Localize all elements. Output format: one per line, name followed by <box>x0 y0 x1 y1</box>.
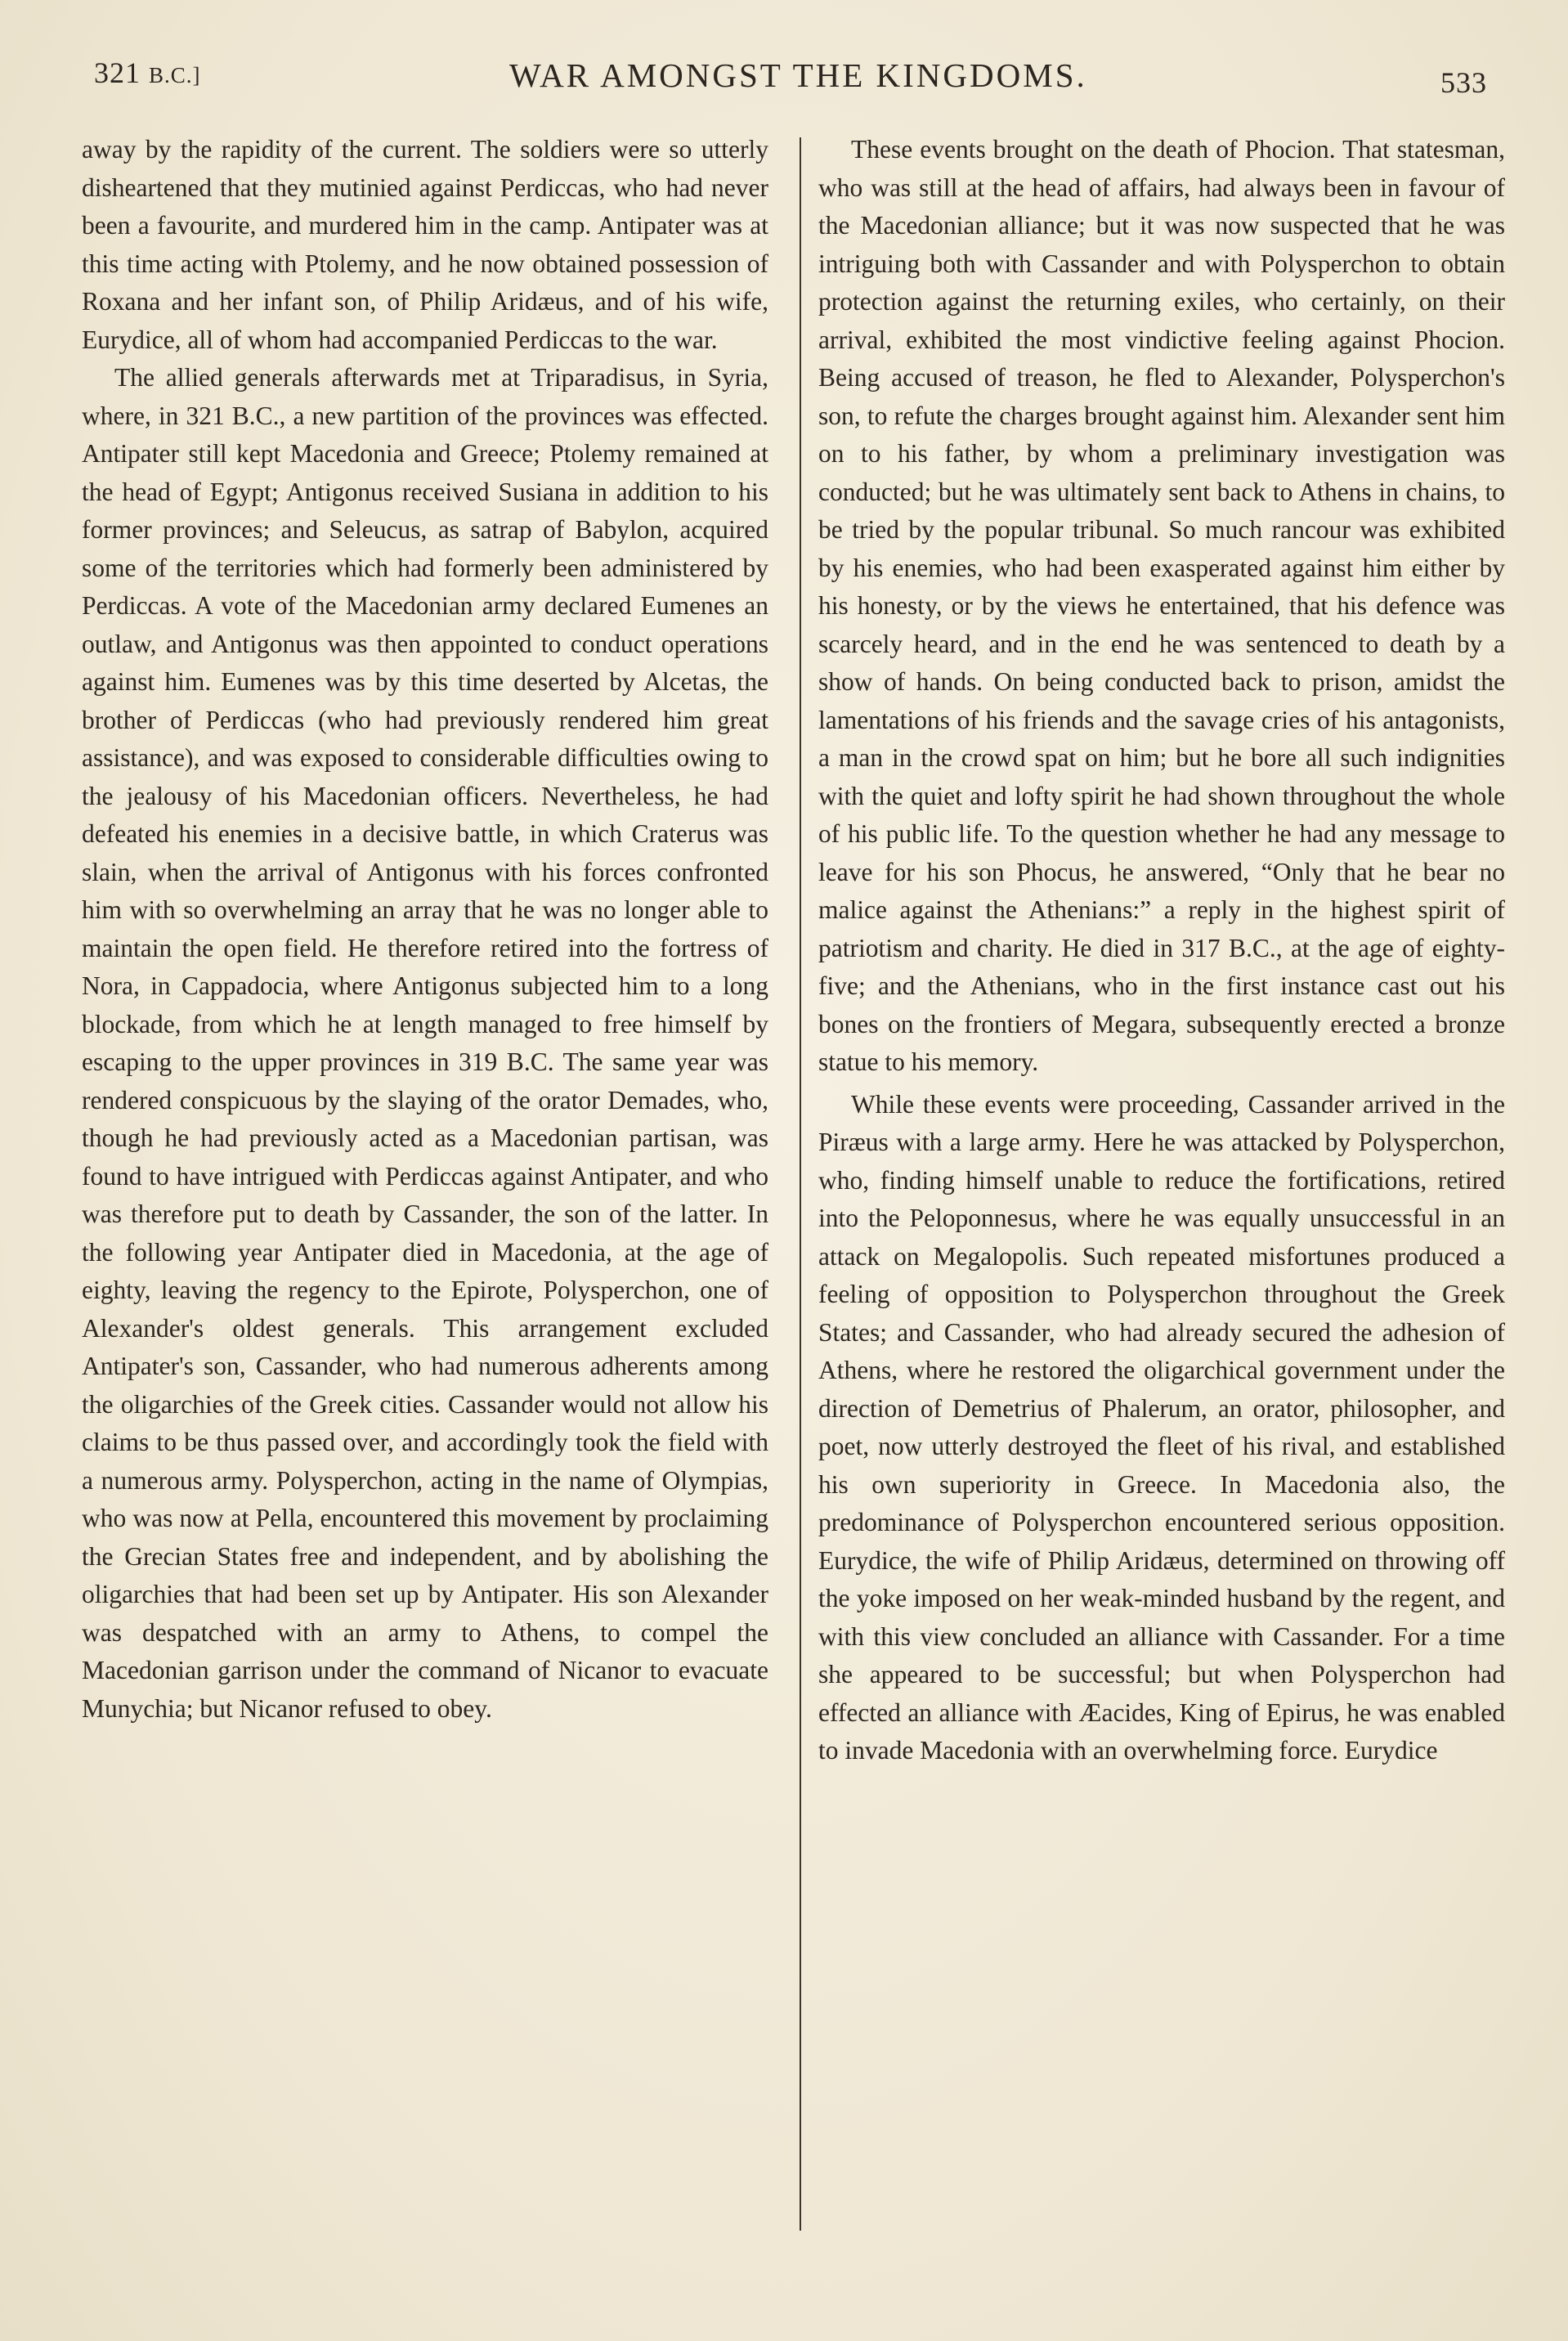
right-paragraph-1: These events brought on the death of Phocion. That statesman, who was still at the head of affairs, had always been in favour of the Macedonian alliance; but it was now suspected that he was intriguing both with Cassander and with Polysperchon to obtain protection against the returning exiles, who certainly, on their arrival, exhibited the most vindictive feeling against Phocion. Being accused of treason, he fled to Alexander, Polysperchon's son, to refute the charges brought against him. Alexander sent him on to his father, by whom a preliminary investigation was conducted; but he was ultimately sent back to Athens in chains, to be tried by the popular tribunal. So much rancour was exhibited by his enemies, who had been exasperated against him either by his honesty, or by the views he entertained, that his defence was scarcely heard, and in the end he was sentenced to death by a show of hands. On being conducted back to prison, amidst the lamentations of his friends and the savage cries of his antagonists, a man in the crowd spat on him; but he bore all such indignities with the quiet and lofty spirit he had shown throughout the whole of his public life. To the question whether he had any message to leave for his son Phocus, he answered, “Only that he bear no malice against the Athenians:” a reply in the highest spirit of patriotism and charity. He died in 317 B.C., at the age of eighty-five; and the Athenians, who in the first instance cast out his bones on the frontiers of Megara, subsequently erected a bronze statue to his memory. <box>818 135 1505 1076</box>
left-paragraph-1: away by the rapidity of the current. The soldiers were so utterly disheartened that they mutinied against Perdiccas, who had never been a favourite, and murdered him in the camp. Antipater was at this time acting with Ptolemy, and he now obtained possession of Roxana and her infant son, of Philip Aridæus, and of his wife, Eurydice, all of whom had accompanied Perdiccas to the war. <box>82 135 768 354</box>
page-number: 533 <box>1440 66 1487 99</box>
left-column <box>82 131 768 1728</box>
column-divider <box>800 137 801 2231</box>
header-era: B.C.] <box>149 63 201 87</box>
header-title: WAR AMONGST THE KINGDOMS. <box>509 56 1087 94</box>
running-header <box>94 51 1487 108</box>
header-date <box>94 56 201 90</box>
left-paragraph-2: The allied generals afterwards met at Triparadisus, in Syria, where, in 321 B.C., a new partition of the provinces was effected. Antipater still kept Macedonia and Greece; Ptolemy remained at the head of Egypt; Antigonus received Susiana in addition to his former provinces; and Seleucus, as satrap of Babylon, acquired some of the territories which had formerly been administered by Perdiccas. A vote of the Macedonian army declared Eumenes an outlaw, and Antigonus was then appointed to conduct operations against him. Eumenes was by this time deserted by Alcetas, the brother of Perdiccas (who had previously rendered him great assistance), and was exposed to considerable difficulties owing to the jealousy of his Macedonian officers. Nevertheless, he had defeated his enemies in a decisive battle, in which Craterus was slain, when the arrival of Antigonus with his forces confronted him with so overwhelming an array that he was no longer able to maintain the open field. He therefore retired into the fortress of Nora, in Cappadocia, where Antigonus subjected him to a long blockade, from which he at length managed to free himself by escaping to the upper provinces in 319 B.C. The same year was rendered conspicuous by the slaying of the orator Demades, who, though he had previously acted as a Macedonian partisan, was found to have intrigued with Perdiccas against Antipater, and who was therefore put to death by Cassander, the son of the latter. In the following year Antipater died in Macedonia, at the age of eighty, leaving the regency to the Epirote, Polysperchon, one of Alexander's oldest generals. This arrangement excluded Antipater's son, Cassander, who had numerous adherents among the oligarchies of the Greek cities. Cassander would not allow his claims to be thus passed over, and accordingly took the field with a numerous army. Polysperchon, acting in the name of Olympias, who was now at Pella, encountered this movement by proclaiming the Grecian States free and independent, and by abolishing the oligarchies that had been set up by Antipater. His son Alexander was despatched with an army to Athens, to compel the Macedonian garrison under the command of Nicanor to evacuate Munychia; but Nicanor refused to obey. <box>82 363 768 1723</box>
header-year: 321 <box>94 56 141 89</box>
right-column <box>818 131 1505 1770</box>
right-paragraph-2: While these events were proceeding, Cassander arrived in the Piræus with a large army. Here he was attacked by Polysperchon, who, finding himself unable to reduce the fortifications, retired into the Peloponnesus, where he was equally unsuccessful in an attack on Megalopolis. Such repeated misfortunes produced a feeling of opposition to Polysperchon throughout the Greek States; and Cassander, who had already secured the adhesion of Athens, where he restored the oligarchical government under the direction of Demetrius of Phalerum, an orator, philosopher, and poet, now utterly destroyed the fleet of his rival, and established his own superiority in Greece. In Macedonia also, the predominance of Polysperchon encountered serious opposition. Eurydice, the wife of Philip Aridæus, determined on throwing off the yoke imposed on her weak-minded husband by the regent, and with this view concluded an alliance with Cassander. For a time she appeared to be successful; but when Polysperchon had effected an alliance with Æacides, King of Epirus, he was enabled to invade Macedonia with an overwhelming force. Eurydice <box>818 1089 1505 1765</box>
